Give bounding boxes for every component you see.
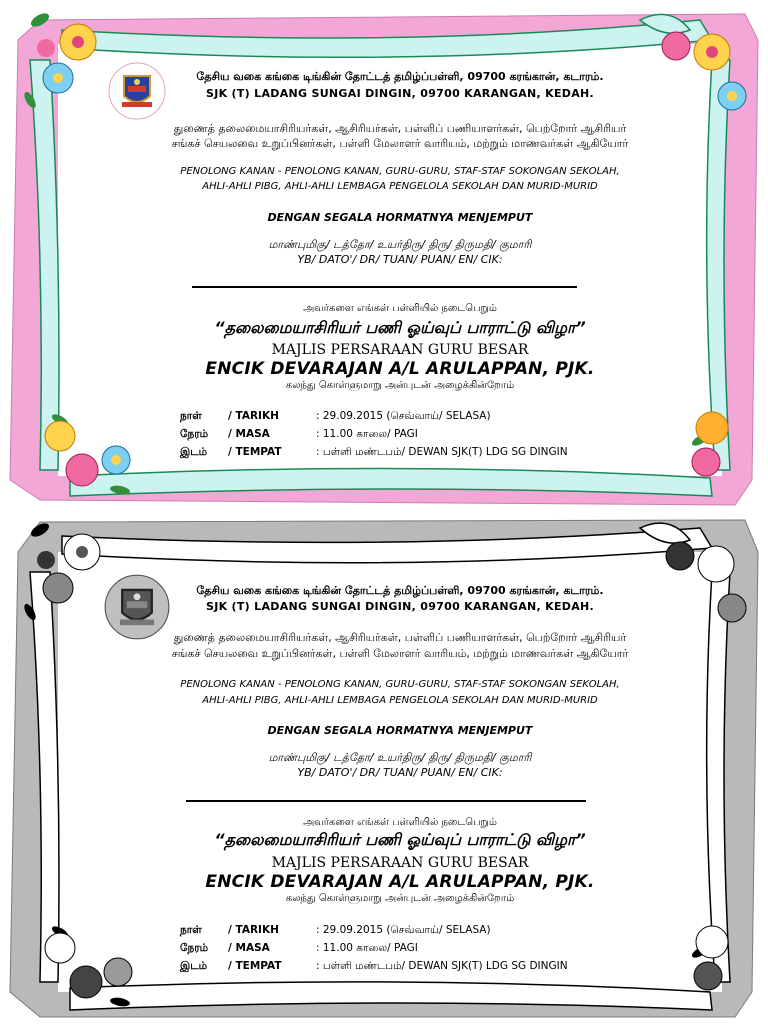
detail-value: : 29.09.2015 (செவ்வாய்/ SELASA) xyxy=(316,924,491,936)
detail-label-tamil: நேரம் xyxy=(180,942,209,954)
detail-label-tamil: நாள் xyxy=(180,924,202,936)
hosts-malay-line1: PENOLONG KANAN - PENOLONG KANAN, GURU-GURU, STAF-STAF SOKONGAN SEKOLAH, xyxy=(180,166,620,177)
event-title-tamil: “தலைமையாசிரியர் பணி ஓய்வுப் பாராட்டு விழா” xyxy=(214,830,586,849)
school-name: SJK (T) LADANG SUNGAI DINGIN, 09700 KARANGAN, KEDAH. xyxy=(205,87,595,100)
hosts-malay-line2: AHLI-AHLI PIBG, AHLI-AHLI LEMBAGA PENGELOLA SEKOLAH DAN MURID-MURID xyxy=(202,181,598,192)
honoree-name: ENCIK DEVARAJAN A/L ARULAPPAN, PJK. xyxy=(205,359,595,379)
honorifics-tamil: மாண்புமிகு/ டத்தோ/ உயர்திரு/ திரு/ திருமதி/ குமாரி xyxy=(268,238,532,251)
school-name-tamil: தேசிய வகை கங்கை டிங்கின் தோட்டத் தமிழ்ப்பள்ளி, 09700 கரங்கான், கடாரம். xyxy=(196,584,604,597)
detail-label-tamil: நேரம் xyxy=(180,428,209,440)
detail-value: : 29.09.2015 (செவ்வாய்/ SELASA) xyxy=(316,410,491,422)
closing-line: கலந்து கொள்ளுமாறு அன்புடன் அழைக்கின்றோம் xyxy=(285,380,515,391)
detail-label-malay: / TARIKH xyxy=(228,924,279,936)
detail-value: : 11.00 காலை/ PAGI xyxy=(316,942,418,954)
honorifics-malay: YB/ DATO'/ DR/ TUAN/ PUAN/ EN/ CIK: xyxy=(297,766,503,779)
event-intro: அவர்களை எங்கள் பள்ளியில் நடைபெறும் xyxy=(303,303,497,314)
detail-value: : பள்ளி மண்டபம்/ DEWAN SJK(T) LDG SG DINGIN xyxy=(316,446,568,458)
school-name: SJK (T) LADANG SUNGAI DINGIN, 09700 KARANGAN, KEDAH. xyxy=(205,600,595,613)
event-intro: அவர்களை எங்கள் பள்ளியில் நடைபெறும் xyxy=(303,817,497,828)
detail-label-tamil: இடம் xyxy=(180,446,208,458)
detail-value: : பள்ளி மண்டபம்/ DEWAN SJK(T) LDG SG DINGIN xyxy=(316,960,568,972)
detail-label-malay: / TEMPAT xyxy=(228,446,282,458)
detail-label-tamil: இடம் xyxy=(180,960,208,972)
hosts-malay-line2: AHLI-AHLI PIBG, AHLI-AHLI LEMBAGA PENGELOLA SEKOLAH DAN MURID-MURID xyxy=(202,695,598,706)
detail-label-malay: / MASA xyxy=(228,428,270,440)
detail-value: : 11.00 காலை/ PAGI xyxy=(316,428,418,440)
closing-line: கலந்து கொள்ளுமாறு அன்புடன் அழைக்கின்றோம் xyxy=(285,893,515,904)
detail-label-malay: / TEMPAT xyxy=(228,960,282,972)
invite-line: DENGAN SEGALA HORMATNYA MENJEMPUT xyxy=(267,211,533,224)
hosts-tamil-line1: துணைத் தலைமையாசிரியர்கள், ஆசிரியர்கள், பள்ளிப் பணியாளர்கள், பெற்றோர் ஆசிரியர் xyxy=(173,631,627,644)
hosts-malay-line1: PENOLONG KANAN - PENOLONG KANAN, GURU-GURU, STAF-STAF SOKONGAN SEKOLAH, xyxy=(180,679,620,690)
name-blank-line xyxy=(186,800,586,802)
hosts-tamil-line1: துணைத் தலைமையாசிரியர்கள், ஆசிரியர்கள், பள்ளிப் பணியாளர்கள், பெற்றோர் ஆசிரியர் xyxy=(173,122,627,135)
hosts-tamil-line2: சங்கச் செயலவை உறுப்பினர்கள், பள்ளி மேலாளர் வாரியம், மற்றும் மாணவர்கள் ஆகியோர் xyxy=(171,647,629,660)
detail-label-malay: / MASA xyxy=(228,942,270,954)
hosts-tamil-line2: சங்கச் செயலவை உறுப்பினர்கள், பள்ளி மேலாளர் வாரியம், மற்றும் மாணவர்கள் ஆகியோர் xyxy=(171,137,629,150)
invitation-card-grayscale xyxy=(0,512,768,1024)
event-title-malay: MAJLIS PERSARAAN GURU BESAR xyxy=(271,855,529,871)
honorifics-tamil: மாண்புமிகு/ டத்தோ/ உயர்திரு/ திரு/ திருமதி/ குமாரி xyxy=(268,751,532,764)
detail-label-malay: / TARIKH xyxy=(228,410,279,422)
event-title-malay: MAJLIS PERSARAAN GURU BESAR xyxy=(271,342,529,358)
school-name-tamil: தேசிய வகை கங்கை டிங்கின் தோட்டத் தமிழ்ப்பள்ளி, 09700 கரங்கான், கடாரம். xyxy=(196,70,604,83)
honoree-name: ENCIK DEVARAJAN A/L ARULAPPAN, PJK. xyxy=(205,872,595,892)
invite-line: DENGAN SEGALA HORMATNYA MENJEMPUT xyxy=(267,724,533,737)
detail-label-tamil: நாள் xyxy=(180,410,202,422)
honorifics-malay: YB/ DATO'/ DR/ TUAN/ PUAN/ EN/ CIK: xyxy=(297,253,503,266)
event-title-tamil: “தலைமையாசிரியர் பணி ஓய்வுப் பாராட்டு விழா” xyxy=(214,318,586,337)
name-blank-line xyxy=(192,286,577,288)
